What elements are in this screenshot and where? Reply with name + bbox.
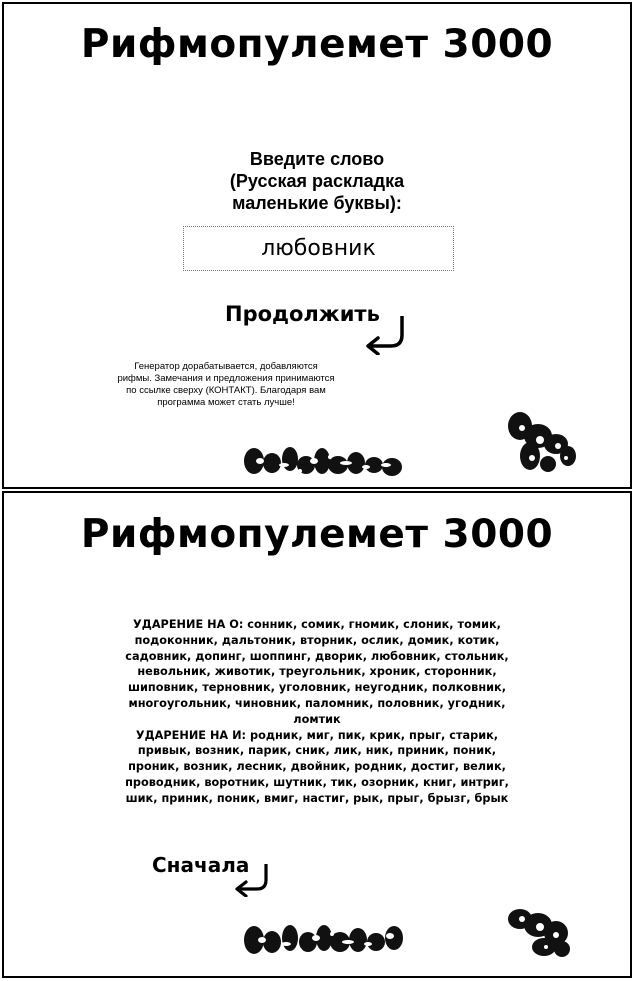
rhymes-stress-i: УДАРЕНИЕ НА И: родник, миг, пик, крик, прыг, старик, привык, возник, парик, сник, лик, ник, приник, поник, проник, возник, лесник, двойник, родник, достиг, велик, проводник, воротник, шутник, тик, озорник, книг, интриг, шик, приник, поник, вмиг, настиг, рык, прыг, брызг, брык [125, 728, 509, 805]
return-arrow-icon [365, 313, 407, 355]
watermark-blot [504, 903, 576, 963]
prompt-line: Введите слово [249, 149, 385, 169]
word-prompt [4, 148, 630, 214]
note-line: рифмы. Замечания и предложения принимаются [117, 373, 335, 384]
restart-label: Сначала [152, 853, 250, 877]
note-line: по ссылке сверху (КОНТАКТ). Благодаря вам [126, 385, 326, 396]
input-screen-panel [2, 2, 632, 489]
watermark-blot [502, 408, 582, 480]
results-screen-panel [2, 491, 632, 978]
app-title: Рифмопулемет 3000 [80, 22, 554, 67]
continue-label: Продолжить [225, 302, 380, 326]
word-input[interactable] [183, 226, 454, 271]
continue-button[interactable] [225, 302, 409, 354]
restart-button[interactable] [152, 853, 282, 903]
rhymes-stress-o: УДАРЕНИЕ НА О: сонник, сомик, гномик, слоник, томик, подоконник, дальтоник, вторник, ослик, домик, котик, садовник, допинг, шоппинг, дворик, любовник, стольник, невольник, животик, треугольник, хроник, сторонник, шиповник, терновник, уголовник, неугодник, полковник, многоугольник, чиновник, паломник, половник, угодник, ломтик [125, 618, 509, 726]
app-title: Рифмопулемет 3000 [80, 512, 554, 557]
info-note [100, 361, 352, 409]
return-arrow-icon [234, 861, 270, 897]
prompt-line: (Русская раскладка [229, 171, 405, 191]
watermark-scribble [240, 441, 410, 483]
note-line: Генератор дорабатывается, добавляются [134, 361, 318, 372]
watermark-scribble [240, 916, 410, 962]
note-line: программа может стать лучше! [157, 397, 295, 408]
rhyme-results [112, 617, 522, 807]
prompt-line: маленькие буквы): [232, 193, 402, 213]
